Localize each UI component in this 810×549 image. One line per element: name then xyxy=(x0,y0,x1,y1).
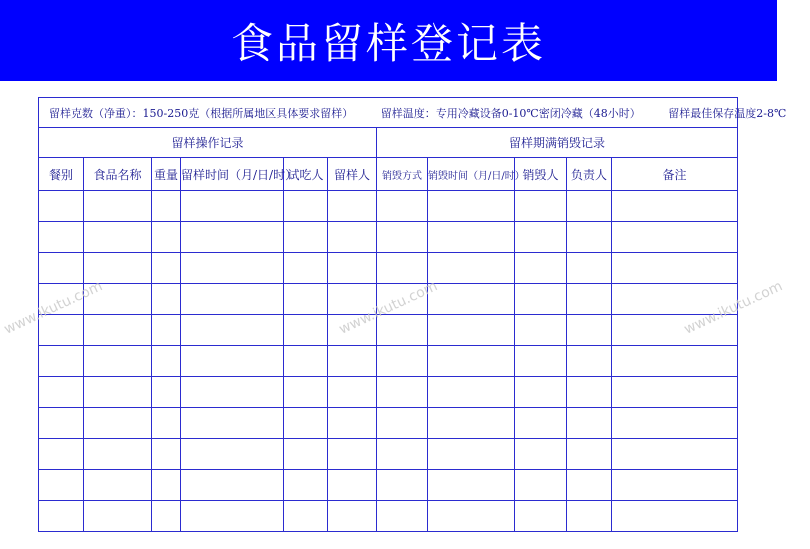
table-cell[interactable] xyxy=(428,315,515,346)
table-cell[interactable] xyxy=(181,377,284,408)
table-cell[interactable] xyxy=(152,222,181,253)
col-destroyer: 销毁人 xyxy=(515,158,567,191)
table-cell[interactable] xyxy=(152,191,181,222)
table-cell[interactable] xyxy=(567,222,612,253)
col-destroy-method: 销毁方式 xyxy=(377,158,428,191)
table-cell[interactable] xyxy=(515,315,567,346)
table-cell[interactable] xyxy=(284,501,328,532)
table-cell[interactable] xyxy=(284,439,328,470)
table-cell[interactable] xyxy=(567,191,612,222)
table-cell[interactable] xyxy=(181,315,284,346)
table-cell[interactable] xyxy=(377,191,428,222)
table-cell[interactable] xyxy=(428,377,515,408)
watermark: www.ikutu.com xyxy=(681,278,786,338)
table-cell[interactable] xyxy=(428,191,515,222)
column-header-row xyxy=(39,158,738,191)
table-cell[interactable] xyxy=(181,284,284,315)
table-cell[interactable] xyxy=(328,191,377,222)
table-cell[interactable] xyxy=(567,315,612,346)
table-cell[interactable] xyxy=(39,408,84,439)
table-cell[interactable] xyxy=(377,439,428,470)
col-meal: 餐别 xyxy=(39,158,84,191)
col-sampler: 留样人 xyxy=(328,158,377,191)
table-cell[interactable] xyxy=(152,439,181,470)
table-cell[interactable] xyxy=(377,408,428,439)
table-cell[interactable] xyxy=(84,222,152,253)
table-row xyxy=(39,315,738,346)
page-title: 食品留样登记表 xyxy=(230,18,546,68)
table-cell[interactable] xyxy=(567,439,612,470)
col-sample-time: 留样时间（月/日/时） xyxy=(181,158,284,191)
table-cell[interactable] xyxy=(428,439,515,470)
table-cell[interactable] xyxy=(84,346,152,377)
table-cell[interactable] xyxy=(284,315,328,346)
table-row xyxy=(39,253,738,284)
table-cell[interactable] xyxy=(567,253,612,284)
table-cell[interactable] xyxy=(428,284,515,315)
table-row xyxy=(39,346,738,377)
table-cell[interactable] xyxy=(181,501,284,532)
table-cell[interactable] xyxy=(428,501,515,532)
table-cell[interactable] xyxy=(284,222,328,253)
table-cell[interactable] xyxy=(328,470,377,501)
table-cell[interactable] xyxy=(377,470,428,501)
table-cell[interactable] xyxy=(152,470,181,501)
table-body xyxy=(39,191,738,532)
table-cell[interactable] xyxy=(377,501,428,532)
table-cell[interactable] xyxy=(515,222,567,253)
table-cell[interactable] xyxy=(181,346,284,377)
table-cell[interactable] xyxy=(39,470,84,501)
table-cell[interactable] xyxy=(84,408,152,439)
watermark: www.ikutu.com xyxy=(336,278,441,338)
table-cell[interactable] xyxy=(428,253,515,284)
table-cell[interactable] xyxy=(567,284,612,315)
table-row xyxy=(39,501,738,532)
table-cell[interactable] xyxy=(328,253,377,284)
table-cell[interactable] xyxy=(152,501,181,532)
table-cell[interactable] xyxy=(84,501,152,532)
table-cell[interactable] xyxy=(284,408,328,439)
table-cell[interactable] xyxy=(612,222,738,253)
table-cell[interactable] xyxy=(377,377,428,408)
table-cell[interactable] xyxy=(152,284,181,315)
table-cell[interactable] xyxy=(84,470,152,501)
table-cell[interactable] xyxy=(328,408,377,439)
table-cell[interactable] xyxy=(515,191,567,222)
table-cell[interactable] xyxy=(515,253,567,284)
table-cell[interactable] xyxy=(152,253,181,284)
table-cell[interactable] xyxy=(84,253,152,284)
table-cell[interactable] xyxy=(428,470,515,501)
table-cell[interactable] xyxy=(377,346,428,377)
best-temp-info: 留样最佳保存温度2-8℃ xyxy=(668,106,787,120)
col-manager: 负责人 xyxy=(567,158,612,191)
col-remarks: 备注 xyxy=(612,158,738,191)
table-cell[interactable] xyxy=(152,315,181,346)
table-cell[interactable] xyxy=(612,408,738,439)
table-cell[interactable] xyxy=(284,346,328,377)
table-cell[interactable] xyxy=(612,439,738,470)
table-cell[interactable] xyxy=(612,253,738,284)
table-cell[interactable] xyxy=(328,377,377,408)
table-cell[interactable] xyxy=(515,377,567,408)
table-cell[interactable] xyxy=(181,439,284,470)
table-row xyxy=(39,377,738,408)
table-cell[interactable] xyxy=(377,315,428,346)
table-cell[interactable] xyxy=(612,377,738,408)
table-cell[interactable] xyxy=(181,222,284,253)
table-cell[interactable] xyxy=(567,408,612,439)
table-cell[interactable] xyxy=(181,408,284,439)
col-taster: 试吃人 xyxy=(284,158,328,191)
table-cell[interactable] xyxy=(39,191,84,222)
table-cell[interactable] xyxy=(84,315,152,346)
table-cell[interactable] xyxy=(328,346,377,377)
table-cell[interactable] xyxy=(515,501,567,532)
table-cell[interactable] xyxy=(567,377,612,408)
table-cell[interactable] xyxy=(515,346,567,377)
table-cell[interactable] xyxy=(84,377,152,408)
info-cell xyxy=(39,98,787,128)
table-cell[interactable] xyxy=(284,470,328,501)
table-cell[interactable] xyxy=(328,439,377,470)
table-cell[interactable] xyxy=(428,346,515,377)
table-row xyxy=(39,222,738,253)
col-destroy-time: 销毁时间（月/日/时） xyxy=(428,158,515,191)
table-cell[interactable] xyxy=(181,253,284,284)
table-cell[interactable] xyxy=(39,501,84,532)
table-cell[interactable] xyxy=(377,222,428,253)
table-row xyxy=(39,191,738,222)
table-cell[interactable] xyxy=(567,470,612,501)
table-cell[interactable] xyxy=(181,470,284,501)
table-cell[interactable] xyxy=(284,191,328,222)
header-banner xyxy=(0,0,777,81)
table-cell[interactable] xyxy=(612,346,738,377)
table-cell[interactable] xyxy=(152,346,181,377)
section-right: 留样期满销毁记录 xyxy=(377,128,738,158)
table-cell[interactable] xyxy=(612,191,738,222)
table-cell[interactable] xyxy=(284,284,328,315)
table-cell[interactable] xyxy=(152,408,181,439)
section-left: 留样操作记录 xyxy=(39,128,377,158)
table-row xyxy=(39,470,738,501)
table-cell[interactable] xyxy=(515,284,567,315)
table-cell[interactable] xyxy=(612,470,738,501)
col-weight: 重量 xyxy=(152,158,181,191)
table-cell[interactable] xyxy=(428,222,515,253)
table-cell[interactable] xyxy=(84,439,152,470)
table-cell[interactable] xyxy=(39,377,84,408)
weight-info: 留样克数（净重）：150-250克（根据所属地区具体要求留样） xyxy=(49,106,354,120)
table-row xyxy=(39,439,738,470)
table-cell[interactable] xyxy=(284,253,328,284)
table-cell[interactable] xyxy=(428,408,515,439)
table-cell[interactable] xyxy=(515,470,567,501)
table-cell[interactable] xyxy=(39,253,84,284)
table-cell[interactable] xyxy=(84,191,152,222)
info-row xyxy=(39,98,738,128)
table-cell[interactable] xyxy=(567,346,612,377)
table-cell[interactable] xyxy=(39,222,84,253)
table-cell[interactable] xyxy=(152,377,181,408)
table-cell[interactable] xyxy=(515,408,567,439)
section-row xyxy=(39,128,738,158)
table-cell[interactable] xyxy=(377,253,428,284)
table-cell[interactable] xyxy=(39,439,84,470)
table-cell[interactable] xyxy=(567,501,612,532)
table-cell[interactable] xyxy=(515,439,567,470)
temperature-info: 留样温度：专用冷藏设备0-10℃密闭冷藏（48小时） xyxy=(380,106,641,120)
table-cell[interactable] xyxy=(39,346,84,377)
table-cell[interactable] xyxy=(284,377,328,408)
watermark: www.ikutu.com xyxy=(1,278,106,338)
table-cell[interactable] xyxy=(612,501,738,532)
col-food-name: 食品名称 xyxy=(84,158,152,191)
table-cell[interactable] xyxy=(181,191,284,222)
table-cell[interactable] xyxy=(328,222,377,253)
table-row xyxy=(39,408,738,439)
table-cell[interactable] xyxy=(328,501,377,532)
